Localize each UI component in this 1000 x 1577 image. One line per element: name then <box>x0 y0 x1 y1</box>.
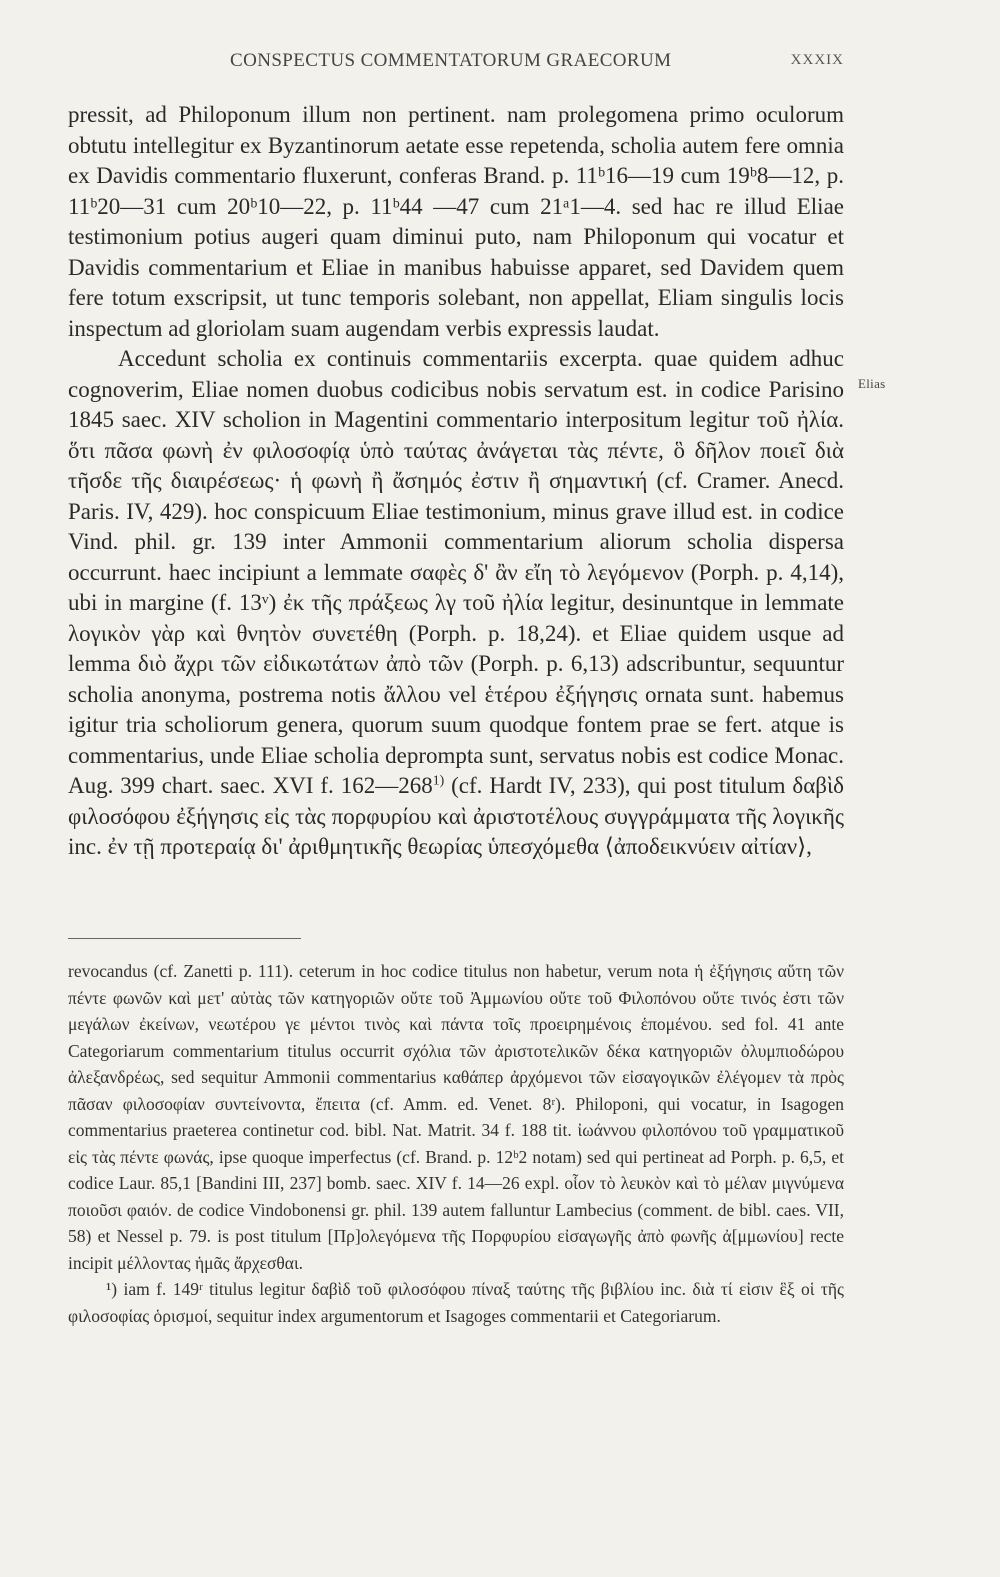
footnote-continued: revocandus (cf. Zanetti p. 111). ceterum in hoc codice titulus non habetur, verum nota ἡ ἐξήγησις αὕτη τῶν πέντε φωνῶν καὶ μετ' αὐτὰς τῶν κατηγοριῶν οὔτε τοῦ Ἀμμωνίου οὔτε τοῦ Φιλοπόνου οὔτε τινός ἐστι τῶν μεγάλων ἐκείνων, νεωτέρου γε μέντοι τινὸς καὶ πάντα τοῖς προειρημένοις ἑπομένου. sed fol. 41 ante Categoriarum commentarium titulus occurrit σχόλια τῶν ἀριστοτελικῶν δέκα κατηγοριῶν ὀλυμπιοδώρου ἀλεξανδρέως, sed sequitur Ammonii commentarius καθάπερ ἀρχόμενοι τῶν εἰσαγογικῶν ἐλέγομεν τὰ πρὸς πᾶσαν φιλοσοφίαν συντείνοντα, ἔπειτα (cf. Amm. ed. Venet. 8ʳ). Philoponi, qui vocatur, in Isagogen commentarius praeterea continetur cod. bibl. Nat. Matrit. 34 f. 188 tit. ἰωάννου φιλοπόνου τοῦ γραμματικοῦ εἰς τὰς πέντε φωνάς, ipse quoque imperfectus (cf. Brand. p. 12ᵇ2 notam) sed qui pertineat ad Porph. p. 6,5, et codice Laur. 85,1 [Bandini III, 237] bomb. saec. XIV f. 14—26 expl. οἷον τὸ λευκὸν καὶ τὸ μέλαν μιγνύμενα ποιοῦσι φαιόν. de codice Vindobonensi gr. phil. 139 autem falluntur Lambecius (comment. de bibl. caes. VII, 58) et Nessel p. 79. is post titulum [Πρ]ολεγόμενα τῆς Πορφυρίου εἰσαγωγῆς ἀπὸ φωνῆς ἀ[μμωνίου] recte incipit μέλλοντας ἡμᾶς ἄρχεσθαι. <box>68 961 844 1273</box>
paragraph-accedunt-tail: (cf. Hardt IV, 233), qui post titulum δαβὶδ φιλοσόφου ἐξήγησις εἰς τὰς πορφυρίου καὶ ἀριστοτέλους συγγράμματα τῆς λογικῆς inc. ἐν τῇ προτεραίᾳ δι' ἀριθμητικῆς θεωρίας ὑπεσχόμεθα ⟨ἀποδεικνύειν αἰτίαν⟩, <box>68 773 844 859</box>
footnote-1: ¹) iam f. 149ʳ titulus legitur δαβὶδ τοῦ φιλοσόφου πίναξ ταύτης τῆς βιβλίου inc. διὰ τί εἰσιν ἓξ οἱ τῆς φιλοσοφίας ὁρισμοί, sequitur index argumentorum et Isagoges commentarii et Categoriarum. <box>68 1279 844 1326</box>
paragraph-accedunt <box>68 344 844 863</box>
page-number: XXXIX <box>790 52 844 68</box>
paragraph-continued: pressit, ad Philoponum illum non pertinent. nam prolegomena primo oculorum obtutu intellegitur ex Byzantinorum aetate esse repetenda, scholia autem fere omnia ex Davidis commentario fluxerunt, conferas Brand. p. 11ᵇ16—19 cum 19ᵇ8—12, p. 11ᵇ20—31 cum 20ᵇ10—22, p. 11ᵇ44 —47 cum 21ᵃ1—4. sed hac re illud Eliae testimonium potius augeri quam diminui puto, nam Philoponum qui vocatur et Davidis commentarium et Eliae in manibus habuisse apparet, sed Davidem quem fere totum exscripsit, ut tunc temporis solebant, non appellat, Eliam singulis locis inspectum ad gloriolam suam augendam verbis expressis laudat. <box>68 102 844 341</box>
running-header <box>68 50 844 80</box>
main-text <box>68 100 844 863</box>
footnote-rule <box>68 938 301 939</box>
footnote-marker: 1) <box>432 772 445 788</box>
paragraph-accedunt-text: Accedunt scholia ex continuis commentariis excerpta. quae quidem adhuc cognoverim, Eliae nomen duobus codicibus nobis servatum est. in codice Parisino 1845 saec. XIV scholion in Magentini commentario interpositum legitur τοῦ ἠλία. ὅτι πᾶσα φωνὴ ἐν φιλοσοφίᾳ ὑπὸ ταύτας ἀνάγεται τὰς πέντε, ὃ δῆλον ποιεῖ διὰ τῆσδε τῆς διαιρέσεως· ἡ φωνὴ ἢ ἄσημός ἐστιν ἢ σημαντική (cf. Cramer. Anecd. Paris. IV, 429). hoc conspicuum Eliae testimonium, minus grave illud est. in codice Vind. phil. gr. 139 inter Ammonii commentarium aliorum scholia dispersa occurrunt. haec incipiunt a lemmate σαφὲς δ' ἂν εἴη τὸ λεγόμενον (Porph. p. 4,14), ubi in margine (f. 13ᵛ) ἐκ τῆς πράξεως λγ τοῦ ἠλία legitur, desinuntque in lemmate λογικὸν γὰρ καὶ θνητὸν συνετέθη (Porph. p. 18,24). et Eliae quidem usque ad lemma διὸ ἄχρι τῶν εἰδικωτάτων ἀπὸ τῶν (Porph. p. 6,13) adscribuntur, sequuntur scholia anonyma, postrema notis ἄλλου vel ἑτέρου ἐξήγησις ornata sunt. habemus igitur tria scholiorum genera, quorum suum quodque fontem prae se fert. atque is commentarius, unde Eliae scholia deprompta sunt, servatus nobis est codice Monac. Aug. 399 chart. saec. XVI f. 162—268 <box>68 346 844 798</box>
running-title: CONSPECTUS COMMENTATORUM GRAECORUM <box>230 50 672 71</box>
margin-note-elias: Elias <box>858 376 886 391</box>
footnotes <box>68 958 844 1329</box>
